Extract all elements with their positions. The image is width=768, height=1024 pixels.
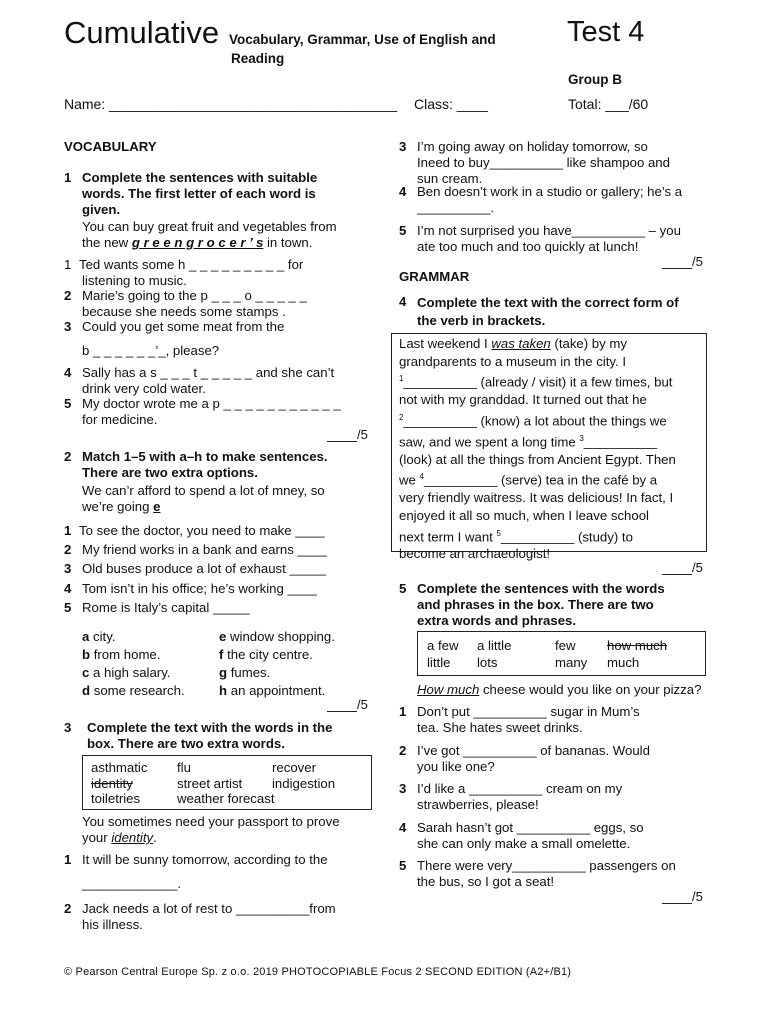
ex3-number: 3 (64, 720, 72, 735)
footer-copyright: © Pearson Central Europe Sp. z o.o. 2019 PHOTOCOPIABLE Focus 2 SECOND EDITION (A2+/B1) (64, 966, 572, 978)
ex1-example: You can buy great fruit and vegetables from the new g r e e n g r o c e r ’ s in town. (82, 219, 337, 250)
word-option: recover (272, 760, 316, 775)
word-option: flu (177, 760, 191, 775)
class-field[interactable]: Class: ____ (414, 96, 488, 112)
ex3-item: 3 I’m going away on holiday tomorrow, so Ineed to buy__________ like shampoo and sun cream. (399, 139, 670, 186)
ex1-item: 1 Ted wants some h _ _ _ _ _ _ _ _ _ for listening to music. (64, 257, 304, 288)
word-option: a few (427, 638, 459, 653)
option: d some research. (82, 683, 185, 698)
ex1-instruction: Complete the sentences with suitable words. The first letter of each word is given. (82, 170, 318, 217)
text-line: enjoyed it all so much, when I leave school (399, 507, 649, 523)
ex4-score[interactable]: /5 (662, 560, 703, 575)
word-option: lots (477, 655, 498, 670)
example-answer: e (153, 499, 161, 514)
ex2-item: 2 My friend works in a bank and earns ____ (64, 542, 327, 557)
ex5-score[interactable]: /5 (662, 889, 703, 904)
ex2-example: We can’r afford to spend a lot of mney, so we’re going e (82, 483, 325, 514)
subtitle-line-1: Vocabulary, Grammar, Use of English and (229, 32, 496, 47)
text-line: saw, and we spent a long time $^3$__________ (399, 433, 658, 450)
ex1-item: 5 My doctor wrote me a p _ _ _ _ _ _ _ _ _ _ _ for medicine. (64, 396, 341, 427)
ex3-word-box (82, 755, 372, 810)
total-score-field[interactable]: Total: ___/60 (568, 96, 649, 112)
text-line: $^1$__________ (already / visit) it a few times, but (399, 374, 673, 390)
title-cumulative: Cumulative (64, 15, 220, 50)
ex2-item: 3 Old buses produce a lot of exhaust _____ (64, 561, 327, 576)
text-line: Last weekend I was taken (take) by my (399, 336, 627, 351)
ex3-score[interactable]: /5 (662, 254, 703, 269)
word-option: indigestion (272, 775, 336, 791)
ex5-item: 3 I’d like a __________ cream on my strawberries, please! (399, 781, 623, 812)
ex5-item: 1 Don’t put __________ sugar in Mum’s tea. She hates sweet drinks. (399, 704, 640, 735)
grammar-heading: GRAMMAR (399, 269, 470, 284)
ex5-item: 5 There were very__________ passengers on the bus, so I got a seat! (399, 858, 676, 889)
ex2-options-left (82, 628, 185, 700)
ex1-item: 4 Sally has a s _ _ _ t _ _ _ _ _ and she can’t drink very cold water. (64, 365, 335, 396)
example-answer: g r e e n g r o c e r ’ s (131, 235, 264, 250)
ex4-text-box (391, 333, 707, 562)
ex5-item: 4 Sarah hasn’t got __________ eggs, so she can only make a small omelette. (399, 820, 644, 851)
text-line: (look) at all the things from Ancient Egypt. Then (399, 451, 676, 467)
text-line: next term I want $^5$__________ (study) to (399, 528, 633, 544)
example-answer: How much (417, 682, 480, 697)
ex2-score[interactable]: /5 (327, 697, 368, 712)
word-option: asthmatic (91, 760, 148, 775)
ex2-item: 4 Tom isn’t in his office; he’s working ____ (64, 581, 317, 596)
test-number: Test 4 (567, 16, 645, 48)
option: g fumes. (219, 665, 271, 680)
ex3-example: You sometimes need your passport to prove your identity. (82, 814, 340, 845)
ex2-item: 1 To see the doctor, you need to make ____ (64, 523, 325, 538)
ex3-item: 4 Ben doesn’t work in a studio or gallery; he’s a __________. (399, 184, 683, 215)
option: h an appointment. (219, 683, 326, 698)
word-option: few (555, 638, 576, 653)
ex2-number: 2 (64, 449, 72, 464)
word-option: little (427, 655, 451, 670)
ex2-item: 5 Rome is Italy’s capital _____ (64, 600, 250, 615)
option: e window shopping. (219, 629, 335, 644)
ex5-item: 2 I’ve got __________ of bananas. Would you like one? (399, 743, 650, 774)
text-line: we $^4$__________ (serve) tea in the café by a (399, 472, 658, 488)
group-label: Group B (568, 72, 622, 87)
vocabulary-heading: VOCABULARY (64, 139, 157, 154)
word-option: many (555, 655, 588, 670)
word-option: how much (607, 638, 668, 653)
text-line: very friendly waitress. It was delicious! In fact, I (399, 490, 674, 506)
ex2-instruction: Match 1–5 with a–h to make sentences. There are two extra options. (82, 449, 328, 480)
word-option: toiletries (91, 791, 141, 806)
ex5-word-box (417, 631, 706, 676)
word-option: much (607, 655, 640, 670)
ex1-item: 3 Could you get some meat from the b _ _ _ _ _ _’_, please? (64, 319, 285, 358)
ex3-item: 1 It will be sunny tomorrow, according to the _____________. (64, 852, 328, 891)
ex5-example: How much cheese would you like on your pizza? (417, 682, 702, 697)
text-line: $^2$__________ (know) a lot about the things we (399, 412, 667, 429)
ex5-instruction: Complete the sentences with the words and phrases in the box. There are two extra words and phrases. (417, 581, 665, 628)
ex3-item: 5 I’m not surprised you have__________ – you ate too much and too quickly at lunch! (399, 223, 681, 254)
ex3-item: 2 Jack needs a lot of rest to __________from his illness. (64, 901, 336, 932)
text-line: not with my granddad. It turned out that he (399, 392, 647, 408)
text-line: grandparents to a museum in the city. I (399, 353, 626, 369)
option: f the city centre. (219, 647, 313, 662)
ex4-number: 4 (399, 294, 407, 309)
word-option: identity (91, 775, 133, 791)
ex1-number: 1 (64, 170, 72, 185)
option: a city. (82, 629, 116, 644)
ex5-number: 5 (399, 581, 407, 596)
ex2-options-right (219, 628, 335, 700)
subtitle-line-2: Reading (231, 51, 285, 66)
option: b from home. (82, 647, 161, 662)
word-option: a little (477, 638, 512, 653)
ex1-item: 2 Marie’s going to the p _ _ _ o _ _ _ _ _ because she needs some stamps . (64, 288, 307, 319)
option: c a high salary. (82, 665, 171, 680)
word-option: street artist (177, 775, 243, 791)
example-answer: identity (111, 830, 154, 845)
ex4-instruction: Complete the text with the correct form of the verb in brackets. (417, 295, 679, 328)
word-option: weather forecast (177, 791, 275, 806)
example-answer: was taken (491, 336, 551, 351)
name-field[interactable]: Name: _____________________________________ (64, 96, 398, 112)
ex3-instruction: Complete the text with the words in the box. There are two extra words. (87, 720, 333, 751)
ex1-score[interactable]: /5 (327, 427, 368, 442)
text-line: become an archaeologist! (399, 546, 551, 562)
